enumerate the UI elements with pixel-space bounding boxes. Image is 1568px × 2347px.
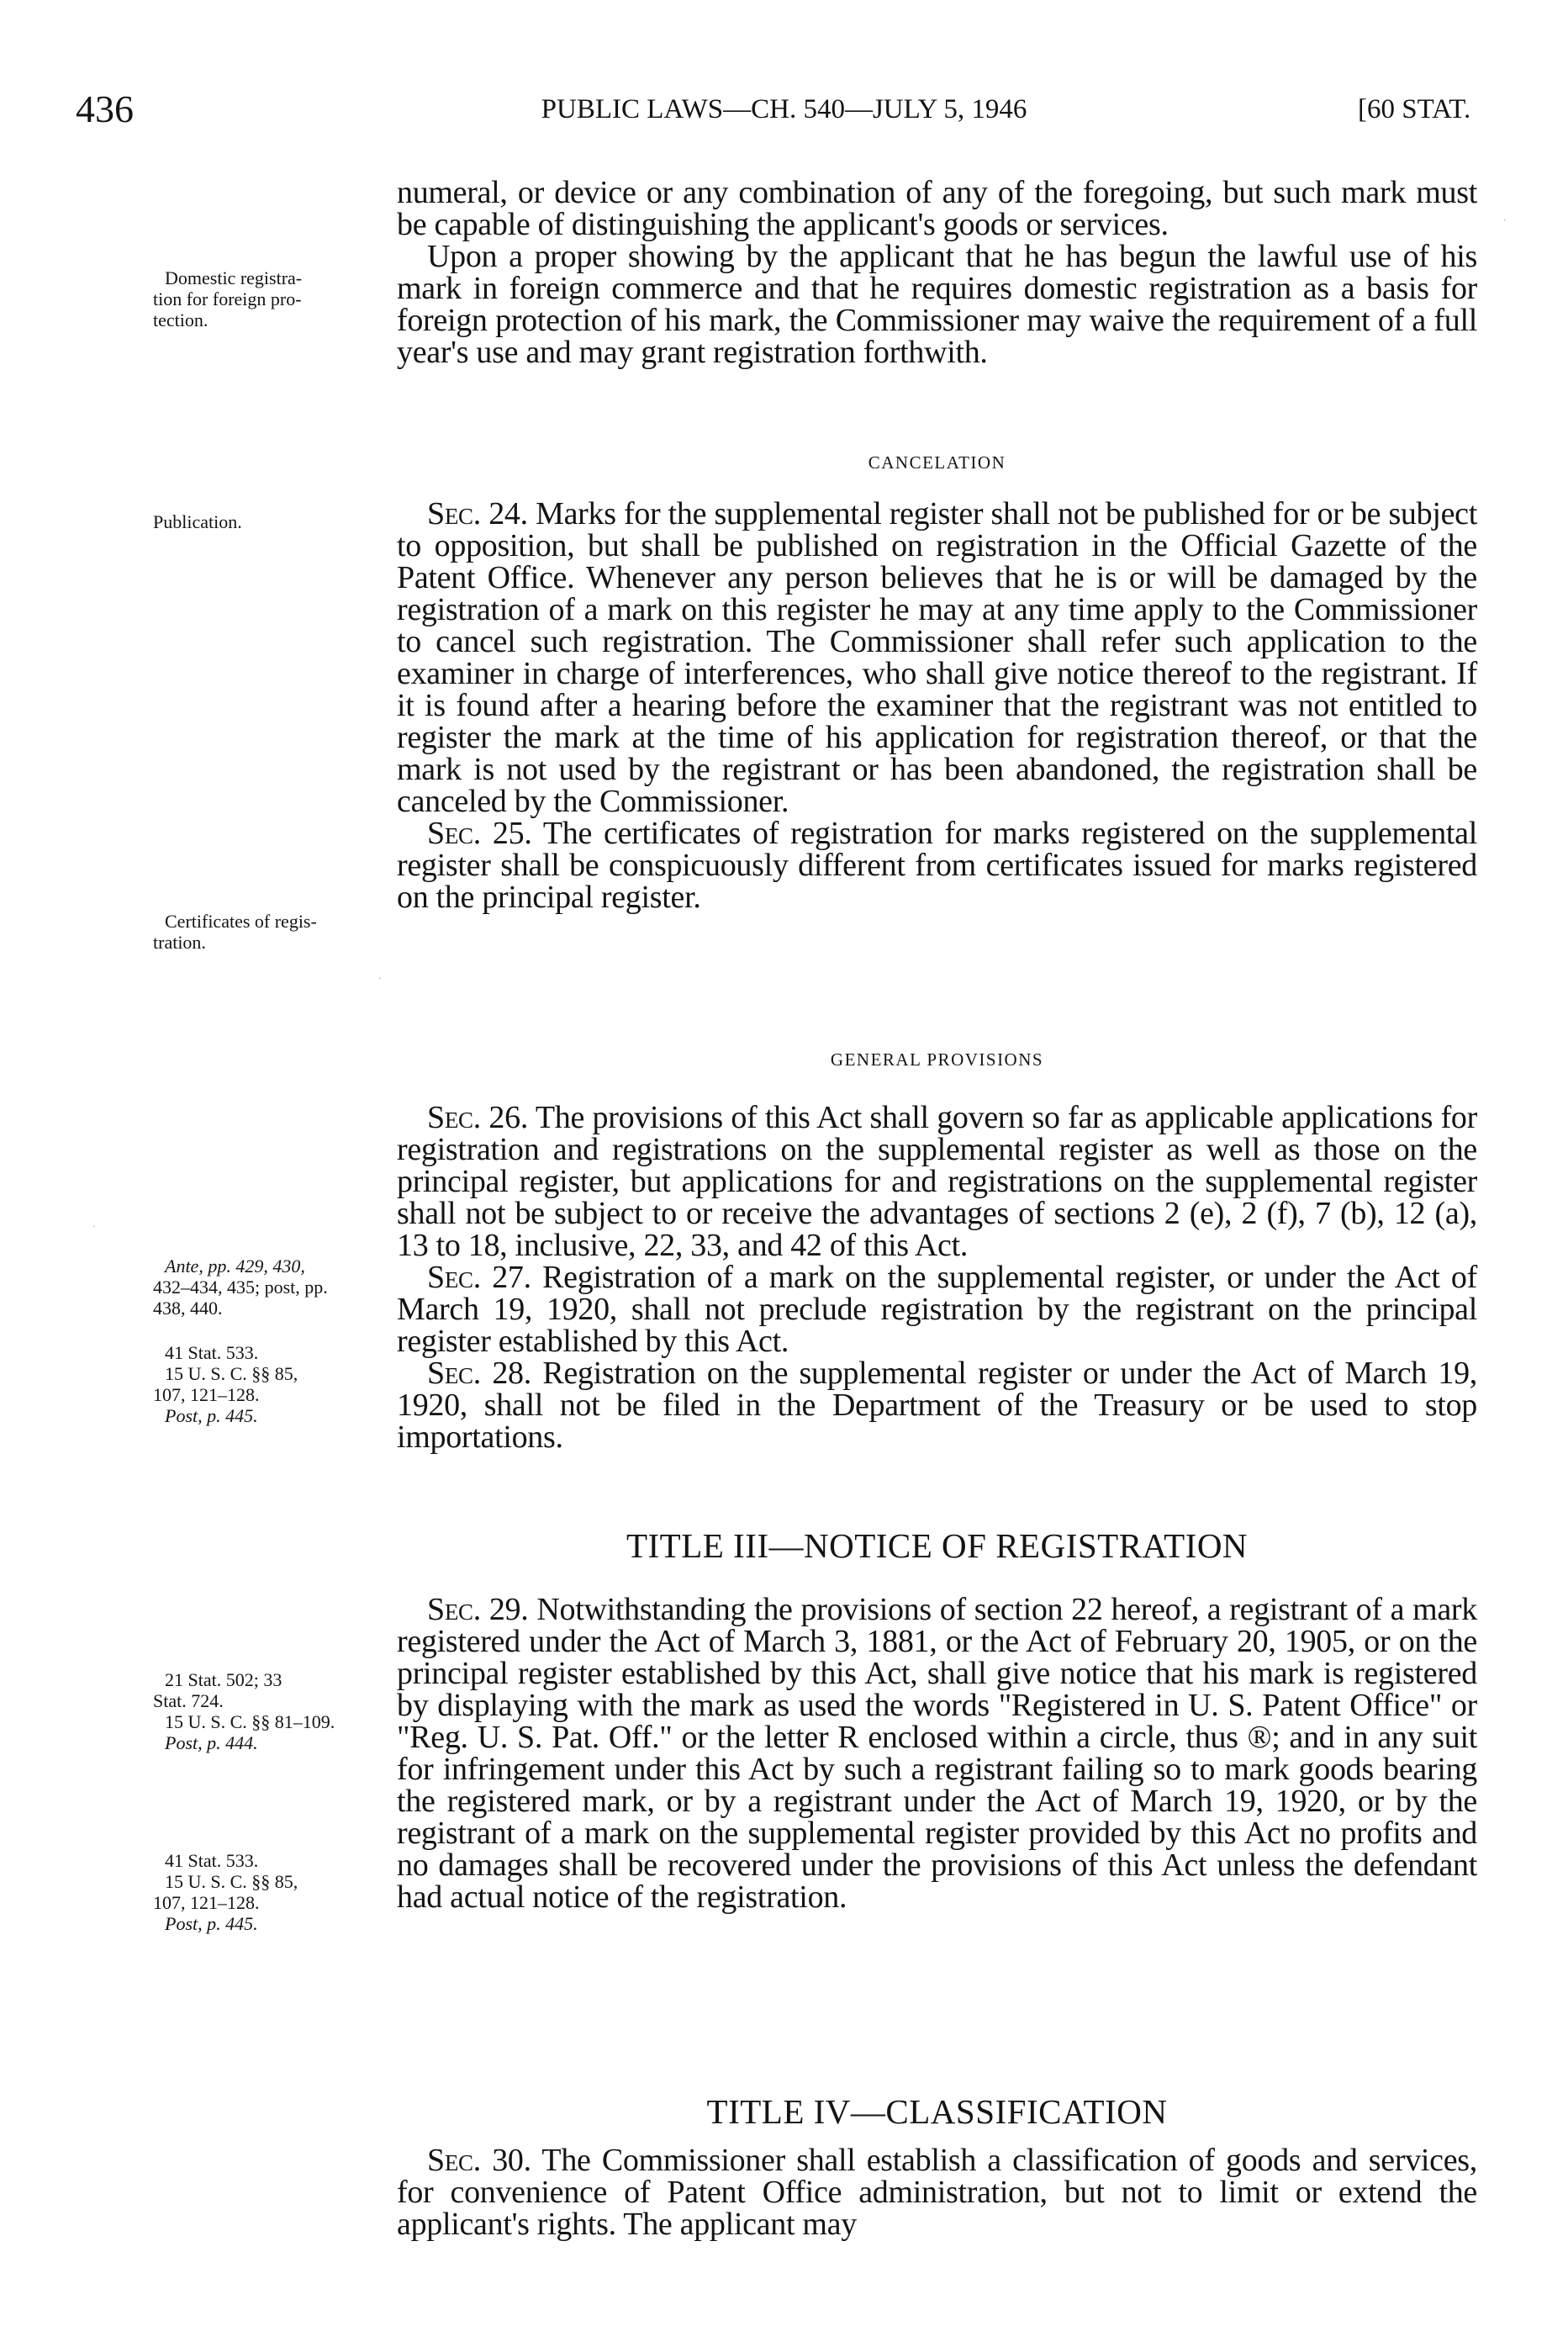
margin-note-line: 107, 121–128. <box>153 1892 260 1913</box>
margin-note-line: 438, 440. <box>153 1298 223 1319</box>
volume-reference: [60 STAT. <box>1358 94 1471 124</box>
section-27-label: Sec. 27. <box>427 1260 531 1295</box>
general-provisions-heading: GENERAL PROVISIONS <box>830 1049 1044 1070</box>
section-30 <box>397 2144 1477 2240</box>
section-25-label: Sec. 25. <box>427 816 532 851</box>
section-24-label: Sec. 24. <box>427 496 528 531</box>
section-24 <box>397 498 1477 817</box>
margin-note-line: 15 U. S. C. §§ 85, <box>165 1871 298 1892</box>
body-block-top <box>397 177 1477 368</box>
section-29-label: Sec. 29. <box>427 1592 529 1627</box>
margin-note-certificates <box>153 911 380 953</box>
section-29 <box>397 1594 1477 1913</box>
margin-note-ante <box>153 1255 380 1319</box>
section-28 <box>397 1357 1477 1453</box>
margin-note-line: 41 Stat. 533. <box>165 1850 259 1871</box>
margin-note-text: Ante, pp. 429, 430, <box>165 1255 305 1277</box>
section-27 <box>397 1261 1477 1357</box>
margin-note-line: 432–434, 435; post, pp. <box>153 1277 328 1298</box>
section-24-text: Marks for the supplemental register shall not be published for or be subject to opposition, but shall be published on registration in the Official Gazette of the Patent Office. Whenever any person believes that he is or will be damaged by the registration of a mark on this register he may at any time apply to the Commissioner to cancel such registration. The Commissioner shall refer such application to the examiner in charge of interferences, who shall give notice thereof to the registrant. If it is found after a hearing before the examiner that the registrant was not entitled to register the mark at the time of his application for registration thereof, or that the mark is not used by the registrant or has been abandoned, the registration shall be canceled by the Commissioner. <box>397 496 1477 819</box>
section-28-label: Sec. 28. <box>427 1356 531 1391</box>
section-27-text: Registration of a mark on the supplemental register, or under the Act of March 19, 1920, shall not preclude registration by the registrant on the principal register established by this Act. <box>397 1260 1477 1359</box>
margin-note-line: 107, 121–128. <box>153 1384 260 1405</box>
body-block-sec24 <box>397 498 1477 913</box>
margin-note-line: Certificates of regis- <box>165 911 317 932</box>
paragraph-numeral: numeral, or device or any combination of any of the foregoing, but such mark must be capable of distinguishing the applicant's goods or services. <box>397 175 1477 242</box>
section-26-text: The provisions of this Act shall govern so far as applicable applications for registration and registrations on the supplemental register as well as those on the principal register, but applications for and registrations on the supplemental register shall not be subject to or receive the advantages of sections 2 (e), 2 (f), 7 (b), 12 (a), 13 to 18, inclusive, 22, 33, and 42 of this Act. <box>397 1100 1477 1263</box>
print-speck: · <box>92 1223 96 1232</box>
print-speck: · <box>378 975 382 984</box>
page-number: 436 <box>76 87 134 130</box>
margin-note-text: Post, p. 444. <box>165 1732 258 1753</box>
margin-note-line: tration. <box>153 932 206 953</box>
margin-note-line: 15 U. S. C. §§ 81–109. <box>165 1711 335 1732</box>
margin-note-line: Domestic registra- <box>165 267 303 288</box>
print-speck: · <box>1503 216 1507 225</box>
margin-note-line: 21 Stat. 502; 33 <box>165 1669 282 1690</box>
margin-note-41-stat-b <box>153 1850 380 1934</box>
body-block-sec26 <box>397 1102 1477 1453</box>
margin-note-line: Stat. 724. <box>153 1690 224 1711</box>
margin-note-text: Post, p. 445. <box>165 1405 258 1426</box>
section-25-text: The certificates of registration for marks registered on the supplemental register shall be conspicuously different from certificates issued for marks registered on the principal register. <box>397 816 1478 915</box>
margin-note-line <box>153 1913 380 1934</box>
margin-note-line: tion for foreign pro- <box>153 288 302 309</box>
margin-note-line <box>153 1732 380 1753</box>
margin-note-line: 15 U. S. C. §§ 85, <box>165 1363 298 1384</box>
cancelation-heading: CANCELATION <box>868 452 1006 473</box>
margin-note-text: Post, p. 445. <box>165 1913 258 1934</box>
paragraph-upon-showing: Upon a proper showing by the applicant that he has begun the lawful use of his mark in foreign commerce and that he requires domestic registration as a basis for foreign protection of his mark, the Commissioner may waive the requirement of a full year's use and may grant registration forthwith. <box>397 239 1477 370</box>
section-29-text: Notwithstanding the provisions of section 22 hereof, a registrant of a mark registered under the Act of March 3, 1881, or the Act of February 20, 1905, or on the principal register established by this Act, shall give notice that his mark is registered by displaying with the mark as used the words "Registered in U. S. Patent Office" or "Reg. U. S. Pat. Off." or the letter R enclosed within a circle, thus ®; and in any suit for infringement under this Act by such a registrant failing so to mark goods bearing the registered mark, or by a registrant under the Act of March 19, 1920, or by the registrant of a mark on the supplemental register provided by this Act no profits and no damages shall be recovered under the provisions of this Act unless the defendant had actual notice of the registration. <box>397 1592 1477 1915</box>
margin-note-publication <box>153 511 380 532</box>
margin-note-line <box>153 1405 380 1426</box>
section-26-label: Sec. 26. <box>427 1100 529 1135</box>
section-30-label: Sec. 30. <box>427 2143 531 2178</box>
running-title: PUBLIC LAWS—CH. 540—JULY 5, 1946 <box>541 94 1027 124</box>
section-25 <box>397 817 1477 913</box>
section-26 <box>397 1102 1477 1261</box>
margin-note-line: Publication. <box>153 511 242 532</box>
body-block-sec29 <box>397 1594 1477 1913</box>
margin-note-line: tection. <box>153 309 209 330</box>
margin-note-21-stat <box>153 1669 380 1753</box>
section-28-text: Registration on the supplemental register or under the Act of March 19, 1920, shall not be filed in the Department of the Treasury or be used to stop importations. <box>397 1356 1477 1455</box>
margin-note-line <box>153 1255 380 1277</box>
body-block-sec30 <box>397 2144 1477 2240</box>
margin-note-domestic <box>153 267 380 330</box>
title-iii-heading: TITLE III—NOTICE OF REGISTRATION <box>626 1526 1249 1565</box>
margin-note-41-stat-a <box>153 1342 380 1426</box>
title-iv-heading: TITLE IV—CLASSIFICATION <box>706 2092 1168 2131</box>
section-30-text: The Commissioner shall establish a classification of goods and services, for convenience of Patent Office administration, but not to limit or extend the applicant's rights. The applicant may <box>397 2143 1477 2242</box>
margin-note-line: 41 Stat. 533. <box>165 1342 259 1363</box>
